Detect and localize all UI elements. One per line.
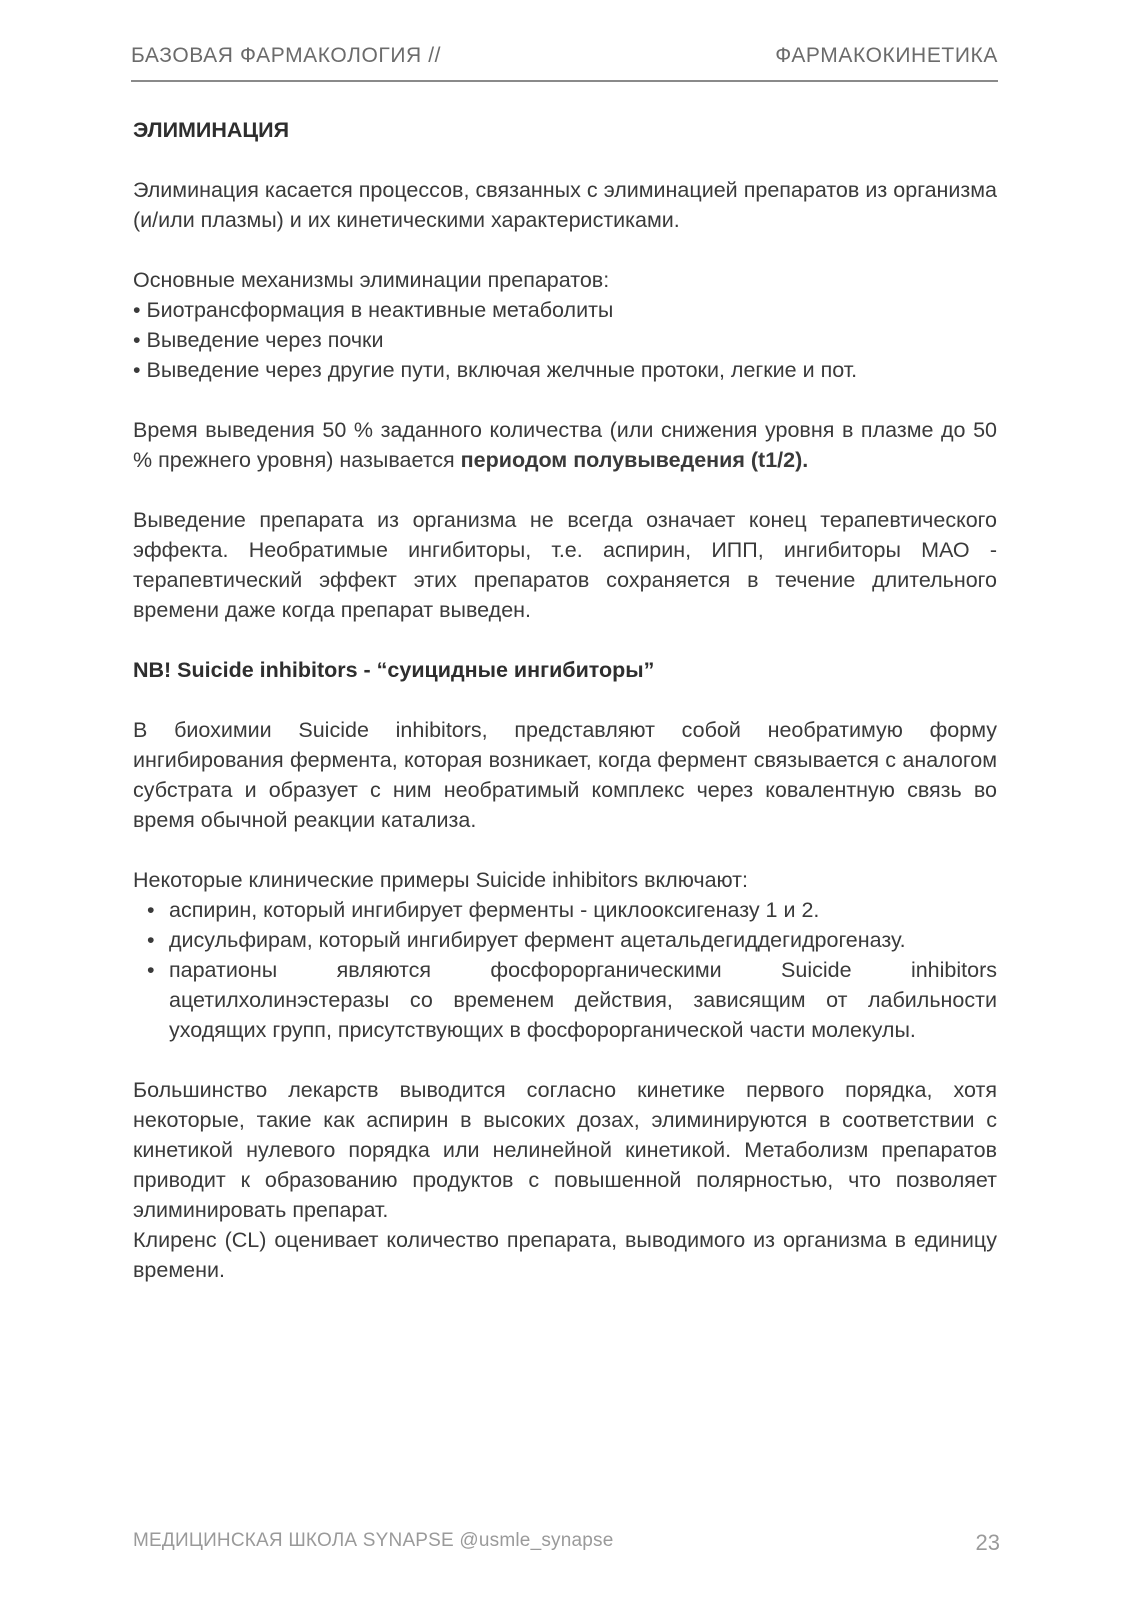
page-header [131,40,998,82]
examples-block [133,865,997,1045]
header-chapter-title: ФАРМАКОКИНЕТИКА [775,44,998,67]
mechanisms-heading: Основные механизмы элиминации препаратов: [133,268,610,292]
section-title: ЭЛИМИНАЦИЯ [133,118,290,142]
examples-heading: Некоторые клинические примеры Suicide inhibitors включают: [133,868,748,892]
nb-paragraph: В биохимии Suicide inhibitors, представляют собой необратимую форму ингибирования фермента, которая возникает, когда фермент связывается с аналогом субстрата и образует с ним необратимый комплекс через ковалентную связь во время обычной реакции катализа. [133,718,997,832]
page-content [133,115,997,1285]
list-item: • паратионы являются фосфорорганическими Suicide inhibitors ацетилхолинэстеразы со временем действия, зависящим от лабильности уходящих групп, присутствующих в фосфорорганической части молекулы. [169,955,997,1045]
intro-paragraph: Элиминация касается процессов, связанных с элиминацией препаратов из организма (и/или плазмы) и их кинетическими характеристиками. [133,178,997,232]
header-book-title: БАЗОВАЯ ФАРМАКОЛОГИЯ // [131,44,442,67]
half-life-text: Время выведения 50 % заданного количества (или снижения уровня в плазме до 50 % прежнего уровня) называется [133,418,997,472]
half-life-term: периодом полувыведения (t1/2). [460,448,809,472]
mechanisms-block [133,265,997,385]
effect-paragraph: Выведение препарата из организма не всегда означает конец терапевтического эффекта. Необратимые ингибиторы, т.е. аспирин, ИПП, ингибиторы МАО - терапевтический эффект этих препаратов сохраняется в течение длительного времени даже когда препарат выведен. [133,508,997,622]
mechanism-item: • Выведение через почки [133,328,384,352]
footer-school: МЕДИЦИНСКАЯ ШКОЛА SYNAPSE @usmle_synapse [133,1530,614,1551]
mechanism-item: • Выведение через другие пути, включая желчные протоки, легкие и пот. [133,358,858,382]
page-number: 23 [975,1530,1000,1555]
clearance-paragraph: Клиренс (CL) оценивает количество препарата, выводимого из организма в единицу времени. [133,1228,997,1282]
examples-list [133,895,997,1045]
list-item: • аспирин, который ингибирует ферменты - циклооксигеназу 1 и 2. [169,895,997,925]
half-life-paragraph [133,415,997,475]
list-item: • дисульфирам, который ингибирует фермент ацетальдегиддегидрогеназу. [169,925,997,955]
nb-heading: NB! Suicide inhibitors - “суицидные ингибиторы” [133,658,655,682]
mechanism-item: • Биотрансформация в неактивные метаболиты [133,298,614,322]
kinetics-paragraph: Большинство лекарств выводится согласно кинетике первого порядка, хотя некоторые, такие как аспирин в высоких дозах, элиминируются в соответствии с кинетикой нулевого порядка или нелинейной кинетикой. Метаболизм препаратов приводит к образованию продуктов с повышенной полярностью, что позволяет элиминировать препарат. [133,1078,997,1222]
